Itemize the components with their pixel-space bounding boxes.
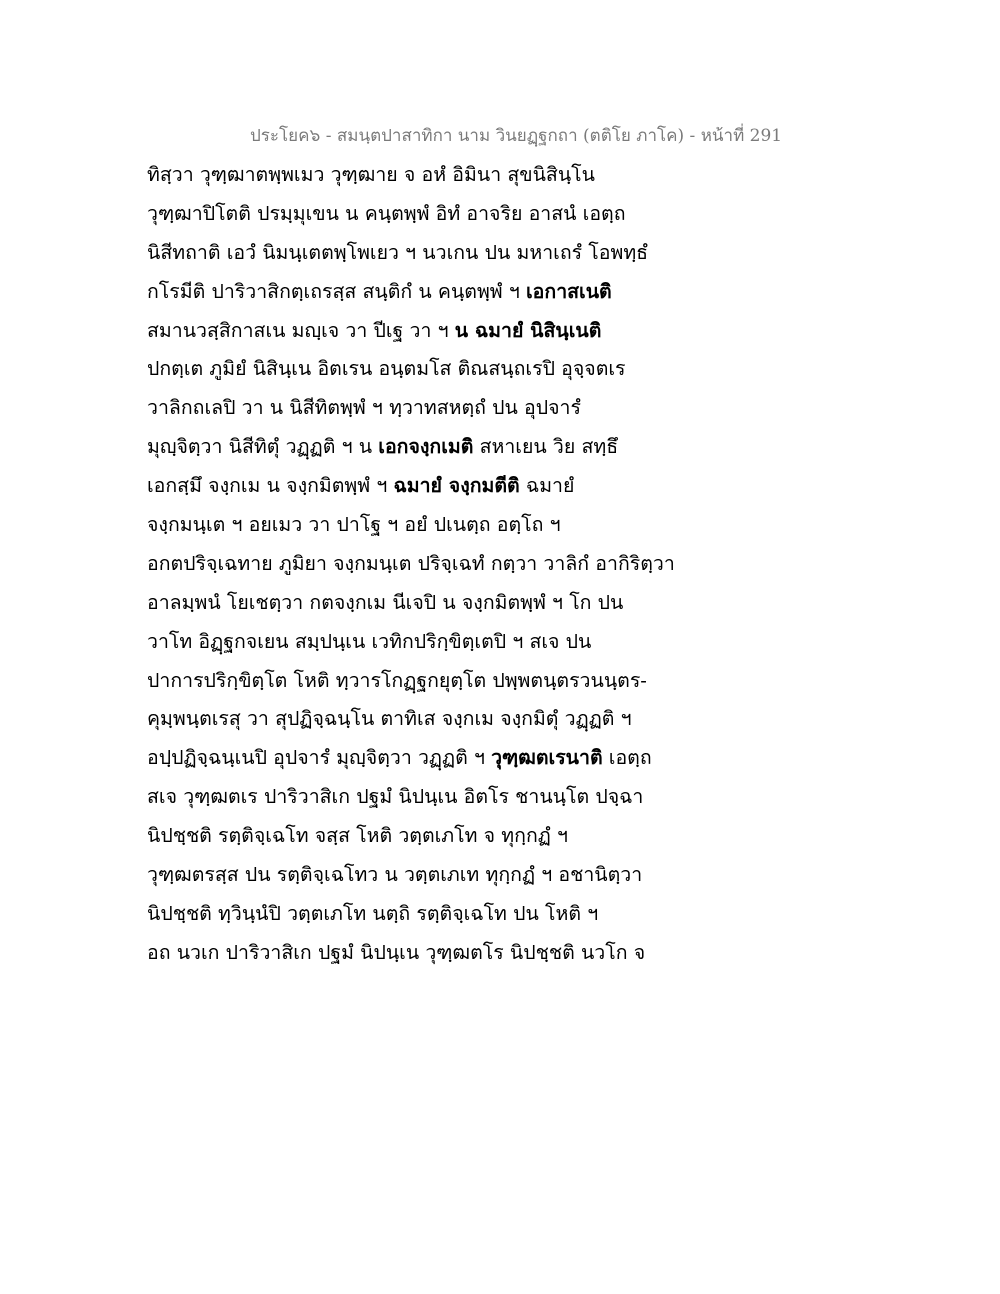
text-line	[147, 743, 707, 782]
text-segment: เอตฺถ	[602, 746, 652, 770]
text-segment: อถ นวเก ปาริวาสิเก ปฐมํ นิปนฺเน วุฑฺฒตโร นิปชฺชติ นวโก จ	[147, 940, 646, 964]
text-line	[147, 510, 707, 549]
text-segment: วุฑฺฒาปิโตติ ปรมฺมุเขน น คนฺตพฺพํ อิทํ อาจริย อาสนํ เอตฺถ	[147, 201, 626, 225]
text-segment: อกตปริจฺเฉทาย ภูมิยา จงฺกมนฺเต ปริจฺเฉทํ กตฺวา วาลิกํ อากิริตฺวา	[147, 551, 675, 575]
text-line	[147, 704, 707, 743]
text-line	[147, 393, 707, 432]
text-segment: อปฺปฏิจฺฉนฺเนปิ อุปจารํ มุญฺจิตฺวา วฏฺฏติ ฯ	[147, 746, 492, 770]
text-segment: นิปชฺชติ ทฺวินฺนํปิ วตฺตเภโท นตฺถิ รตฺติจฺเฉโท ปน โหติ ฯ	[147, 901, 599, 925]
text-line	[147, 860, 707, 899]
text-line	[147, 160, 707, 199]
text-line	[147, 471, 707, 510]
text-line	[147, 782, 707, 821]
text-line	[147, 238, 707, 277]
text-segment: ปกตฺเต ภูมิยํ นิสินฺเน อิตเรน อนฺตมโส ติณสนฺถเรปิ อุจฺจตเร	[147, 357, 626, 381]
text-line	[147, 354, 707, 393]
bold-term: เอกจงฺกเมติ	[378, 435, 474, 459]
text-line	[147, 199, 707, 238]
text-line	[147, 316, 707, 355]
bold-term: น ฉมายํ นิสินฺเนติ	[454, 318, 602, 342]
text-line	[147, 666, 707, 705]
text-line	[147, 549, 707, 588]
text-segment: ฉมายํ	[519, 474, 575, 498]
text-line	[147, 821, 707, 860]
text-segment: วาโท อิฏฺฐกจเยน สมฺปนฺเน เวทิกปริกฺขิตฺเตปิ ฯ สเจ ปน	[147, 629, 592, 653]
bold-term: ฉมายํ จงฺกมตีติ	[393, 474, 520, 498]
page-header: ประโยค๖ - สมนฺตปาสาทิกา นาม วินยฏฺฐกถา (ตติโย ภาโค) - หน้าที่ 291	[250, 126, 783, 146]
text-segment: นิสีทถาติ เอวํ นิมนฺเตตพฺโพเยว ฯ นวเกน ปน มหาเถรํ โอพทฺธํ	[147, 240, 649, 264]
text-segment: สเจ วุฑฺฒตเร ปาริวาสิเก ปฐมํ นิปนฺเน อิตโร ชานนฺโต ปจฺฉา	[147, 785, 644, 809]
text-segment: อาลมฺพนํ โยเชตฺวา กตจงฺกเม นีเจปิ น จงฺกมิตพฺพํ ฯ โก ปน	[147, 590, 624, 614]
text-segment: สหาเยน วิย สทฺธึ	[473, 435, 619, 459]
text-segment: สมานวสฺสิกาสเน มญฺเจ วา ปีเฐ วา ฯ	[147, 318, 455, 342]
text-segment: เอกสฺมึ จงฺกเม น จงฺกมิตพฺพํ ฯ	[147, 474, 394, 498]
bold-term: เอกาสเนติ	[526, 279, 612, 303]
text-segment: วุฑฺฒตรสฺส ปน รตฺติจฺเฉโทว น วตฺตเภเท ทุกฺกฏํ ฯ อชานิตฺวา	[147, 863, 643, 887]
text-line	[147, 627, 707, 666]
text-segment: วาลิกถเลปิ วา น นิสีทิตพฺพํ ฯ ทฺวาทสหตฺถํ ปน อุปจารํ	[147, 396, 581, 420]
text-line	[147, 938, 707, 977]
text-line	[147, 432, 707, 471]
text-line	[147, 277, 707, 316]
text-segment: จงฺกมนฺเต ฯ อยเมว วา ปาโฐ ฯ อยํ ปเนตฺถ อตฺโถ ฯ	[147, 513, 561, 537]
text-segment: กโรมีติ ปาริวาสิกตฺเถรสฺส สนฺติกํ น คนฺตพฺพํ ฯ	[147, 279, 527, 303]
bold-term: วุฑฺฒตเรนาติ	[491, 746, 603, 770]
text-segment: นิปชฺชติ รตฺติจฺเฉโท จสฺส โหติ วตฺตเภโท จ ทุกฺกฏํ ฯ	[147, 824, 569, 848]
text-segment: มุญฺจิตฺวา นิสีทิตุํ วฏฺฏติ ฯ น	[147, 435, 379, 459]
text-line	[147, 588, 707, 627]
body-text	[147, 160, 707, 977]
text-segment: ปาการปริกฺขิตฺโต โหติ ทฺวารโกฏฺฐกยุตฺโต ปพฺพตนฺตรวนนฺตร-	[147, 668, 647, 692]
text-line	[147, 899, 707, 938]
text-segment: คุมฺพนฺตเรสุ วา สุปฏิจฺฉนฺโน ตาทิเส จงฺกเม จงฺกมิตุํ วฏฺฏติ ฯ	[147, 707, 632, 731]
text-segment: ทิสฺวา วุฑฺฒาตพฺพเมว วุฑฺฒาย จ อหํ อิมินา สุขนิสินฺโน	[147, 163, 595, 186]
